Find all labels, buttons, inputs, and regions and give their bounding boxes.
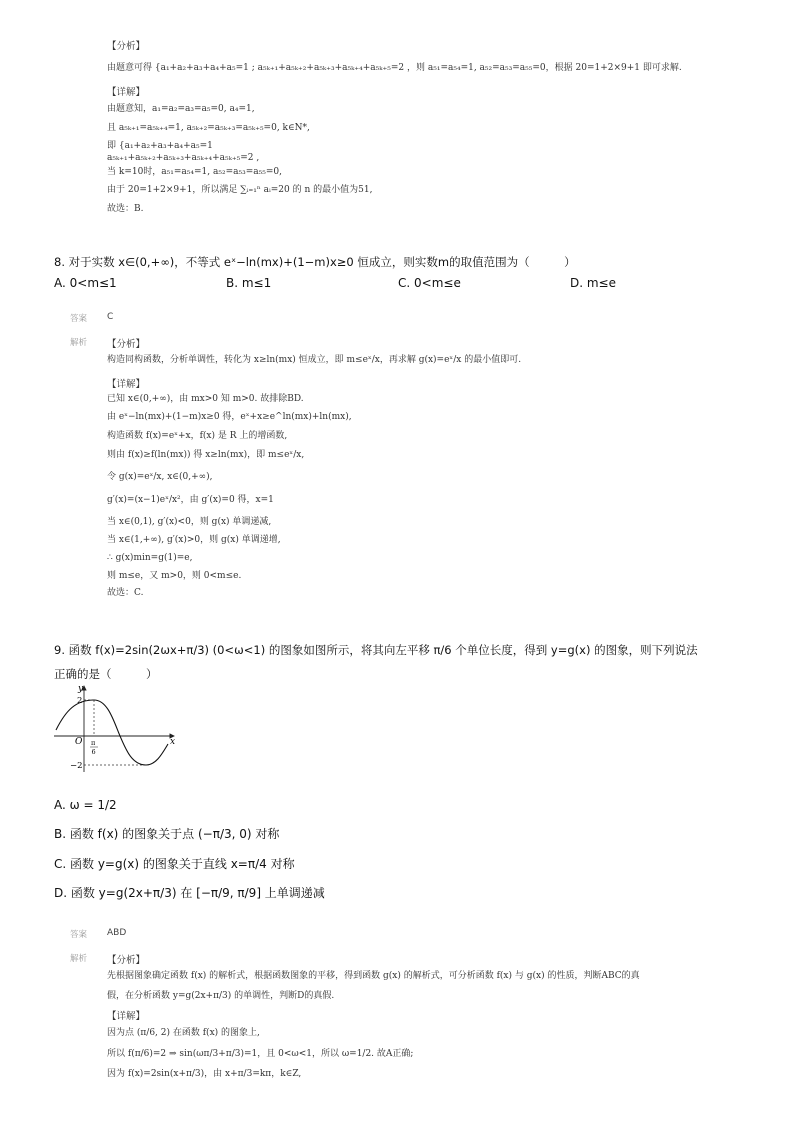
q8-option-d: D. m≤e (570, 276, 616, 290)
p7-line: 由题意知，a₁=a₂=a₃=a₅=0, a₄=1, (107, 104, 255, 114)
y-min-label: −2 (70, 761, 83, 771)
q8-line: 则 m≤e，又 m>0，则 0<m≤e. (107, 571, 242, 581)
q8-answer-label: 答案 (70, 314, 88, 324)
q9-stem-continued: 正确的是（ ） (54, 667, 158, 681)
q9-analysis-title: 【分析】 (107, 955, 146, 966)
p7-line: 且 a₅ₖ₊₁=a₅ₖ₊₄=1, a₅ₖ₊₂=a₅ₖ₊₃=a₅ₖ₊₅=0, k∈N*, (107, 123, 310, 133)
sine-curve (56, 700, 168, 765)
q8-detail-title: 【详解】 (107, 379, 146, 390)
q9-analysis-line: 先根据图象确定函数 f(x) 的解析式，根据函数图象的平移，得到函数 g(x) 的解析式，可分析函数 f(x) 与 g(x) 的性质，判断ABC的真 (107, 971, 640, 981)
x-tick-denominator: 6 (91, 748, 96, 756)
q8-line: 令 g(x)=eˣ/x, x∈(0,+∞), (107, 472, 213, 482)
q9-answer: ABD (107, 928, 127, 938)
y-max-label: 2 (77, 696, 83, 706)
q9-detail-title: 【详解】 (107, 1011, 146, 1022)
p7-analysis-title: 【分析】 (107, 41, 146, 52)
x-axis-label: x (170, 737, 176, 747)
q8-answer: C (107, 312, 114, 322)
q8-analysis-title: 【分析】 (107, 339, 146, 350)
q8-analysis-line: 构造同构函数，分析单调性，转化为 x≥ln(mx) 恒成立，即 m≤eˣ/x，再求解 g(x)=eˣ/x 的最小值即可. (107, 355, 522, 365)
q9-line: 所以 f(π/6)=2 ⇒ sin(ωπ/3+π/3)=1，且 0<ω<1，所以 ω=1/2. 故A正确; (107, 1049, 414, 1059)
q9-option-a: A. ω = 1/2 (54, 798, 117, 812)
q9-stem: 9. 函数 f(x)=2sin(2ωx+π/3) (0<ω<1) 的图象如图所示，将其向左平移 π/6 个单位长度，得到 y=g(x) 的图象，则下列说法 (54, 643, 698, 657)
q8-line: 当 x∈(1,+∞), g′(x)>0，则 g(x) 单调递增, (107, 535, 281, 545)
q9-option-b: B. 函数 f(x) 的图象关于点 (−π/3, 0) 对称 (54, 827, 280, 841)
p7-line: 由于 20=1+2×9+1，所以满足 ∑ᵢ₌₁ⁿ aᵢ=20 的 n 的最小值为51, (107, 185, 373, 195)
q8-line: 已知 x∈(0,+∞)，由 mx>0 知 m>0. 故排除BD. (107, 394, 304, 404)
sine-graph-figure (52, 682, 182, 774)
p7-line: a₅ₖ₊₁+a₅ₖ₊₂+a₅ₖ₊₃+a₅ₖ₊₄+a₅ₖ₊₅=2 , (107, 153, 260, 163)
p7-line: 当 k=10时，a₅₁=a₅₄=1, a₅₂=a₅₃=a₅₅=0, (107, 167, 282, 177)
q9-analysis-line: 假，在分析函数 y=g(2x+π/3) 的单调性，判断D的真假. (107, 991, 335, 1001)
q8-analysis-label: 解析 (70, 338, 88, 348)
q9-analysis-label: 解析 (70, 954, 88, 964)
q8-line: g′(x)=(x−1)eˣ/x²，由 g′(x)=0 得，x=1 (107, 495, 274, 505)
q8-stem: 8. 对于实数 x∈(0,+∞)，不等式 eˣ−ln(mx)+(1−m)x≥0 恒成立，则实数m的取值范围为（ ） (54, 255, 576, 269)
q8-option-b: B. m≤1 (226, 276, 272, 290)
q9-line: 因为 f(x)=2sin(x+π/3)，由 x+π/3=kπ，k∈Z, (107, 1069, 302, 1079)
q8-line: 则由 f(x)≥f(ln(mx)) 得 x≥ln(mx)，即 m≤eˣ/x, (107, 450, 305, 460)
q8-line: 故选：C. (107, 588, 144, 598)
p7-detail-title: 【详解】 (107, 87, 146, 98)
p7-line: 即 {a₁+a₂+a₃+a₄+a₅=1 (107, 141, 213, 151)
p7-line: 故选：B. (107, 204, 144, 214)
q9-option-c: C. 函数 y=g(x) 的图象关于直线 x=π/4 对称 (54, 857, 295, 871)
origin-label: O (75, 737, 83, 747)
q9-line: 因为点 (π/6, 2) 在函数 f(x) 的图象上, (107, 1028, 260, 1038)
q8-line: ∴ g(x)min=g(1)=e, (107, 553, 193, 563)
x-tick-numerator: π (91, 739, 96, 747)
q8-line: 由 eˣ−ln(mx)+(1−m)x≥0 得，eˣ+x≥e^ln(mx)+ln(mx), (107, 412, 352, 422)
q8-option-a: A. 0<m≤1 (54, 276, 117, 290)
q8-line: 构造函数 f(x)=eˣ+x，f(x) 是 R 上的增函数, (107, 431, 288, 441)
q9-answer-label: 答案 (70, 930, 88, 940)
p7-analysis-line: 由题意可得 {a₁+a₂+a₃+a₄+a₅=1 ; a₅ₖ₊₁+a₅ₖ₊₂+a₅ₖ₊₃+a₅ₖ₊₄+a₅ₖ₊₅=2 ，则 a₅₁=a₅₄=1, a₅₂=a₅₃=a₅₅=0，根据 20=1+2×9+1 即可求解. (107, 63, 682, 73)
y-axis-label: y (78, 684, 84, 694)
q8-option-c: C. 0<m≤e (398, 276, 461, 290)
q9-option-d: D. 函数 y=g(2x+π/3) 在 [−π/9, π/9] 上单调递减 (54, 886, 325, 900)
q8-line: 当 x∈(0,1), g′(x)<0，则 g(x) 单调递减, (107, 517, 272, 527)
